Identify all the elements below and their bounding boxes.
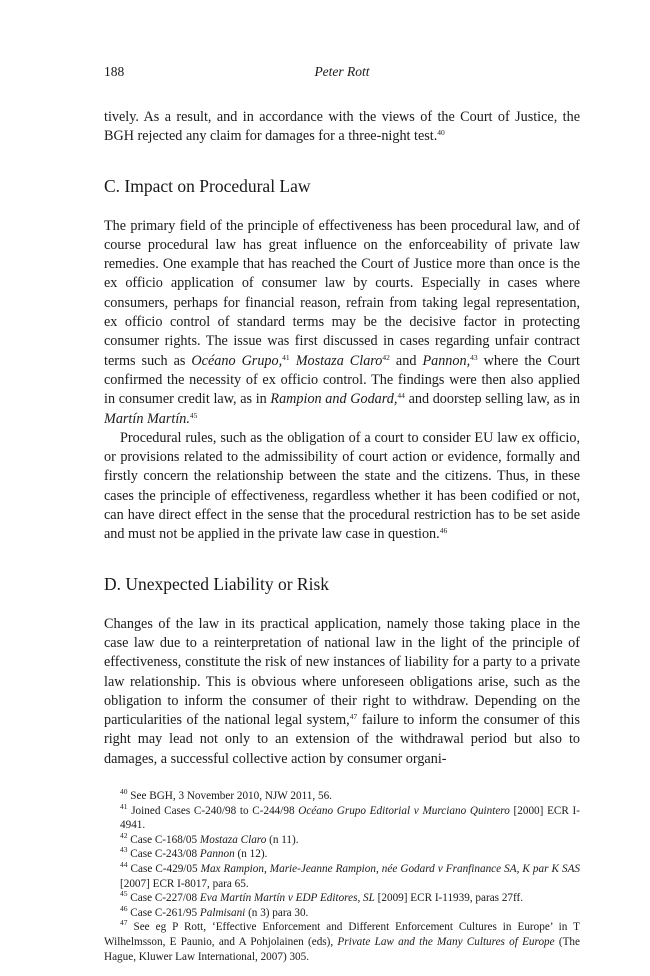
text-run: Changes of the law in its practical application, namely those taking place in the case law due to a reinterpretation of national law in the light of the principle of effectiveness, constitute the risk of new instances of liability for a party to a private law relationship. This is obvious where unforeseen obligations arise, such as the obligation to inform the consumer of their right to withdraw. Depending on the particularities of the national legal system, [104, 615, 580, 729]
text-run: The primary field of the principle of effectiveness has been procedural law, and of course procedural law has great influence on the enforceability of private law remedies. One example that has reached the Court of Justice more than once is the ex officio application of consumer law by courts. Especially in cases where consumers, perhaps for financial reason, refrain from taking legal representation, ex officio control of standard terms may be the decisive factor in protecting consumer rights. The issue was first discussed in cases regarding unfair contract terms such as [104, 217, 580, 369]
footnote-42 [104, 830, 580, 848]
case-name: Martín Martín. [104, 410, 190, 427]
case-name: Rampion and Godard, [270, 391, 398, 408]
footnote-43 [104, 847, 580, 862]
footnote-ref-43[interactable]: 43 [470, 352, 478, 362]
footnote-number: 42 [120, 830, 128, 840]
text-run: Procedural rules, such as the obligation of a court to consider EU law ex officio, or provisions related to the admissibility of court action or evidence, formally and firstly concern the relationship between the state and the citizens. Thus, in these cases the principle of effectiveness, regardless whether it has been codified or not, can have direct effect in the sense that the procedural restriction has to be set aside and must not be applied in the private law case in question. [104, 429, 580, 543]
footnote-number: 46 [120, 903, 128, 913]
footnote-number: 41 [120, 801, 128, 811]
footnote-text: (The Hague, Kluwer Law International, 2007) 305. [104, 935, 580, 963]
footnote-text: Case C-227/08 [127, 892, 200, 905]
running-head [104, 64, 580, 86]
footnote-text: [2009] ECR I-11939, paras 27ff. [374, 892, 524, 905]
footnote-number: 43 [120, 845, 128, 855]
footnote-46 [104, 903, 580, 921]
footnote-ref-42[interactable]: 42 [382, 352, 390, 362]
page-number: 188 [104, 64, 125, 79]
case-name: Océano Grupo, [191, 352, 283, 369]
footnote-case-name: Mostaza Claro [199, 833, 267, 846]
running-title: Peter Rott [314, 64, 370, 79]
footnote-ref-46[interactable]: 46 [439, 526, 448, 536]
text-run: and [389, 352, 423, 369]
page [104, 64, 580, 964]
text-run: where the Court confirmed the necessity of ex officio control. The findings were then also applied in consumer credit law, as in [104, 352, 581, 408]
footnote-text: (n 3) para 30. [245, 906, 309, 919]
footnote-45 [104, 891, 580, 906]
footnote-41 [104, 801, 580, 833]
footnote-ref-41[interactable]: 41 [282, 352, 290, 362]
footnote-text: [2007] ECR I-8017, para 65. [120, 877, 249, 890]
footnote-text: See eg P Rott, ‘Effective Enforcement and Different Enforcement Cultures in Europe’ in T Wilhelmsson, E Paunio, and A Pohjolainen (eds), [104, 921, 580, 948]
section-d-paragraph-1 [104, 615, 580, 769]
text-run: and doorstep selling law, as in [404, 391, 580, 408]
section-d-heading: D. Unexpected Liability or Risk [104, 573, 330, 594]
footnote-ref-47[interactable]: 47 [349, 712, 358, 722]
footnote-text: (n 11). [266, 833, 299, 846]
footnote-text: See BGH, 3 November 2010, NJW 2011, 56. [127, 790, 332, 803]
section-c-paragraph-2 [104, 429, 580, 545]
footnote-text: Joined Cases C-240/98 to C-244/98 [127, 804, 299, 817]
footnote-text: Case C-261/95 [127, 906, 200, 919]
section-c-paragraph-1 [104, 217, 580, 429]
footnote-number: 44 [120, 859, 128, 869]
text-run: failure to inform the consumer of this right may lead not only to an extension of the withdrawal period but also to damages, a successful collective action by consumer organi- [104, 712, 580, 767]
intro-paragraph [104, 108, 580, 147]
intro-text: tively. As a result, and in accordance with the views of the Court of Justice, the BGH rejected any claim for damages for a three-night test. [104, 109, 580, 145]
footnote-case-name: Eva Martín Martín v EDP Editores, SL [199, 892, 375, 905]
case-name: Mostaza Claro [295, 352, 383, 369]
footnote-text: Case C-243/08 [127, 848, 200, 861]
footnote-number: 45 [120, 889, 128, 899]
footnote-case-name: Pannon [199, 848, 235, 861]
footnote-text: Case C-429/05 [127, 862, 201, 875]
footnote-text: [2000] ECR I-4941. [120, 804, 580, 832]
footnote-case-name: Océano Grupo Editorial v Murciano Quintero [298, 804, 510, 817]
footnote-44 [104, 859, 581, 891]
case-name: Pannon, [422, 352, 471, 369]
footnote-40 [104, 789, 580, 804]
footnote-case-name: Palmisani [199, 906, 246, 919]
footnote-ref-45[interactable]: 45 [189, 410, 198, 420]
footnote-book-title: Private Law and the Many Cultures of Europe [337, 935, 555, 948]
footnotes [104, 789, 580, 964]
footnote-number: 40 [120, 787, 128, 797]
footnote-ref-44[interactable]: 44 [397, 391, 405, 401]
footnote-number: 47 [120, 918, 128, 928]
footnote-text: Case C-168/05 [127, 833, 200, 846]
footnote-47 [104, 920, 580, 964]
footnote-case-name: Max Rampion, Marie-Jeanne Rampion, née Godard v Franfinance SA, K par K SAS [200, 862, 581, 875]
footnote-text: (n 12). [234, 848, 268, 861]
section-c-heading: C. Impact on Procedural Law [104, 175, 311, 196]
footnote-ref-40[interactable]: 40 [437, 128, 445, 138]
